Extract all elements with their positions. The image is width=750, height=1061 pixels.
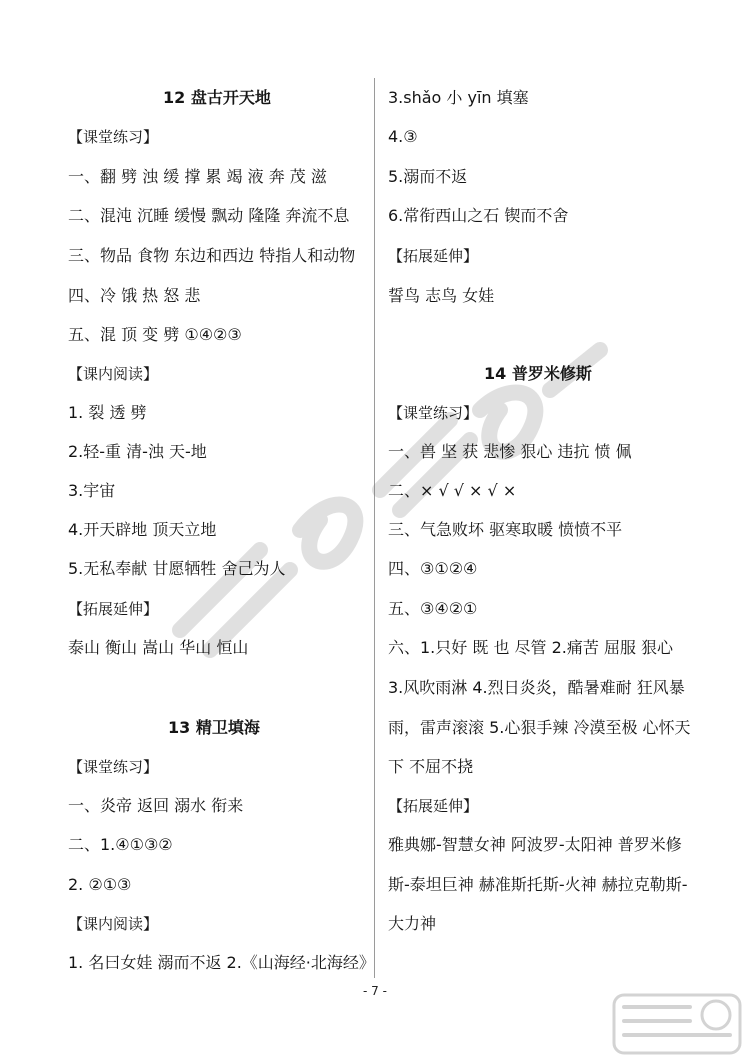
answer-line: 2.轻-重 清-浊 天-地 <box>68 442 207 461</box>
answer-line: 1. 名曰女娃 溺而不返 2.《山海经·北海经》 <box>68 953 375 972</box>
answer-line: 5.溺而不返 <box>388 167 468 186</box>
answer-line: 一、兽 坚 获 悲惨 狠心 违抗 愤 佩 <box>388 442 632 461</box>
answer-line: 5.无私奉献 甘愿牺牲 舍己为人 <box>68 559 286 578</box>
lesson-13-title: 13 精卫填海 <box>168 718 260 737</box>
answer-line: 二、混沌 沉睡 缓慢 飘动 隆隆 奔流不息 <box>68 206 350 225</box>
answer-line: 下 不屈不挠 <box>388 757 474 776</box>
answer-line: 五、混 顶 变 劈 ①④②③ <box>68 325 242 344</box>
answer-line: 三、物品 食物 东边和西边 特指人和动物 <box>68 246 356 265</box>
answer-line: 雅典娜-智慧女神 阿波罗-太阳神 普罗米修 <box>388 835 682 854</box>
lesson-12-title: 12 盘古开天地 <box>163 88 271 107</box>
answer-line: 2. ②①③ <box>68 875 132 894</box>
practice-heading: 【课堂练习】 <box>68 758 159 776</box>
practice-heading: 【课堂练习】 <box>388 404 479 422</box>
answer-line: 斯-泰坦巨神 赫准斯托斯-火神 赫拉克勒斯- <box>388 875 688 894</box>
answer-line: 一、炎帝 返回 溺水 衔来 <box>68 796 244 815</box>
reading-heading: 【课内阅读】 <box>68 365 159 383</box>
answer-line: 四、冷 饿 热 怒 悲 <box>68 286 201 305</box>
practice-heading: 【课堂练习】 <box>68 128 159 146</box>
lesson-14-title: 14 普罗米修斯 <box>484 364 592 383</box>
answer-line: 二、1.④①③② <box>68 835 173 854</box>
answer-line: 二、× √ √ × √ × <box>388 481 517 500</box>
extension-heading: 【拓展延伸】 <box>388 797 479 815</box>
answer-line: 泰山 衡山 嵩山 华山 恒山 <box>68 638 249 657</box>
answer-line: 6.常衔西山之石 锲而不舍 <box>388 206 569 225</box>
answer-line: 4.开天辟地 顶天立地 <box>68 520 217 539</box>
answer-line: 六、1.只好 既 也 尽管 2.痛苦 屈服 狠心 <box>388 638 674 657</box>
answer-line: 三、气急败坏 驱寒取暖 愤愤不平 <box>388 520 623 539</box>
answer-line: 四、③①②④ <box>388 559 478 578</box>
extension-heading: 【拓展延伸】 <box>388 247 479 265</box>
answer-line: 誓鸟 志鸟 女娃 <box>388 286 495 305</box>
page-number: - 7 - <box>363 984 387 998</box>
answer-line: 五、③④②① <box>388 599 478 618</box>
answer-line: 大力神 <box>388 914 437 933</box>
answer-line: 4.③ <box>388 127 418 146</box>
answer-line: 雨，雷声滚滚 5.心狠手辣 冷漠至极 心怀天 <box>388 718 691 737</box>
column-divider <box>374 78 375 978</box>
answer-line: 3.宇宙 <box>68 481 116 500</box>
corner-watermark-logo <box>612 993 742 1055</box>
reading-heading: 【课内阅读】 <box>68 915 159 933</box>
answer-line: 3.shǎo 小 yīn 填塞 <box>388 88 529 107</box>
answer-line: 3.风吹雨淋 4.烈日炎炎，酷暑难耐 狂风暴 <box>388 678 685 697</box>
answer-line: 1. 裂 透 劈 <box>68 403 147 422</box>
extension-heading: 【拓展延伸】 <box>68 600 159 618</box>
answer-line: 一、翻 劈 浊 缓 撑 累 竭 液 奔 茂 滋 <box>68 167 327 186</box>
